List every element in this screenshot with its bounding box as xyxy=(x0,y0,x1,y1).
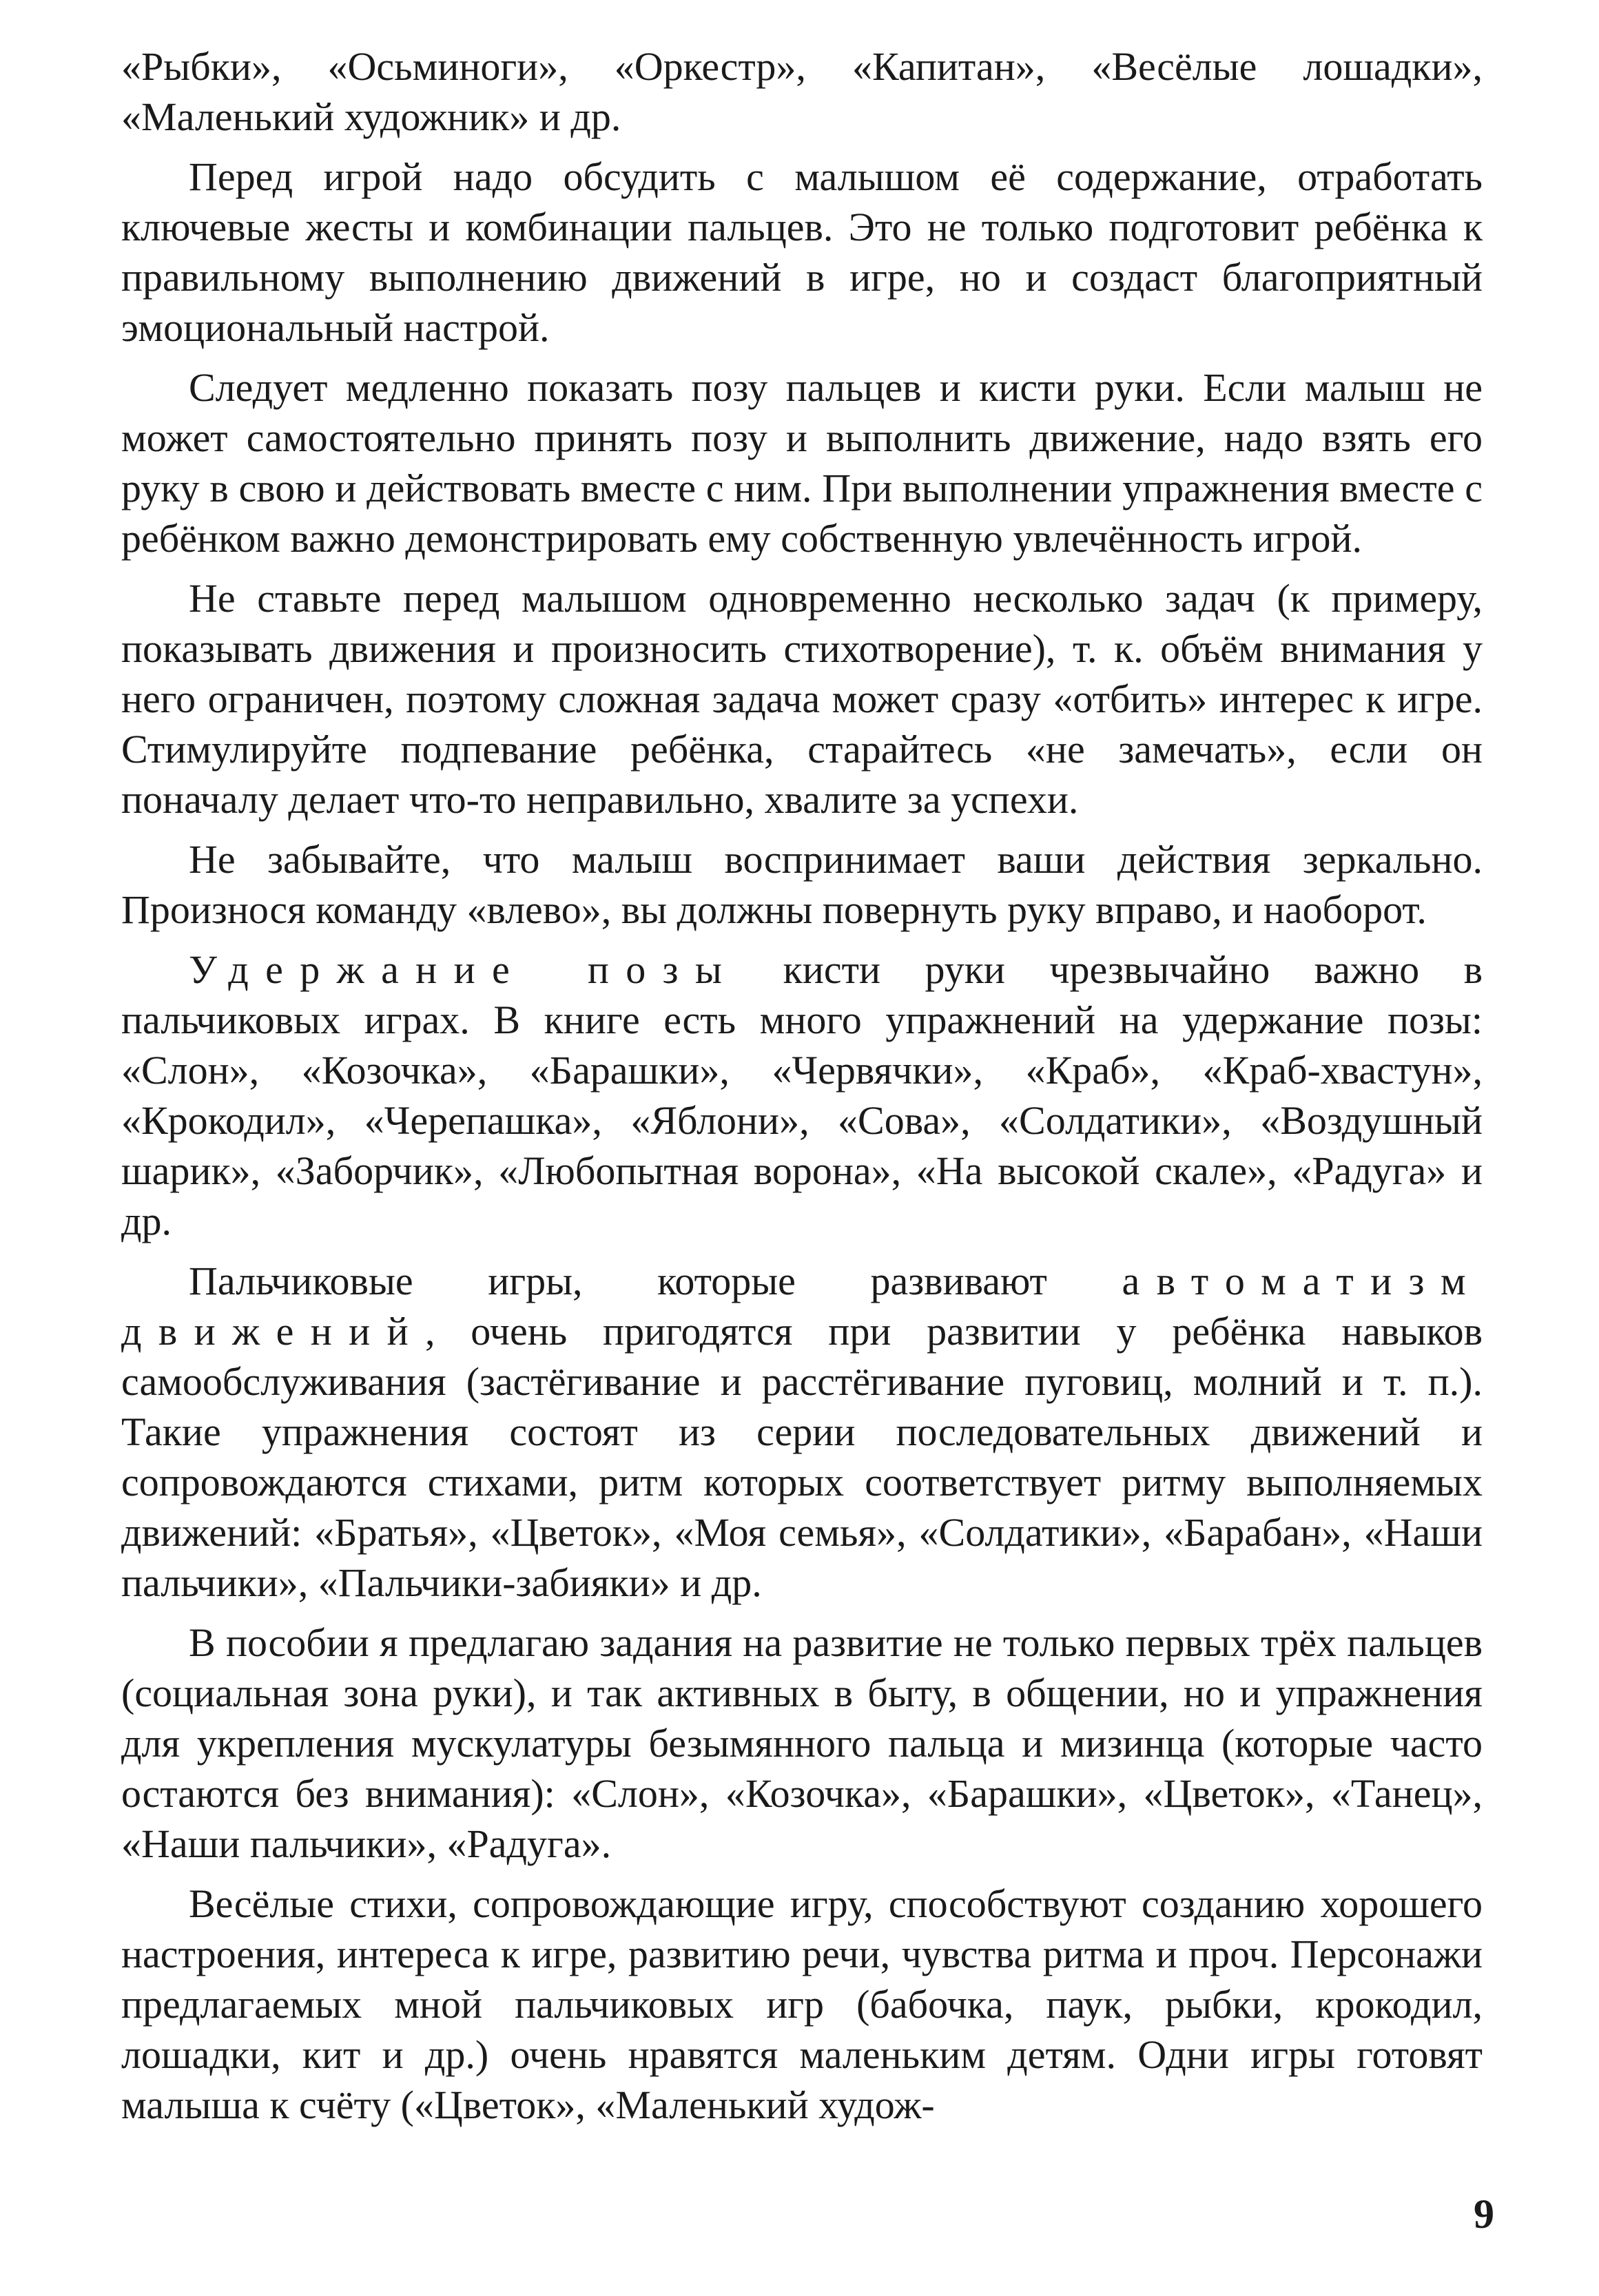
paragraph-poems: Весёлые стихи, сопровождающие игру, способствуют созданию хорошего настроения, интереса к игре, развитию речи, чувства ритма и проч. Персонажи предлагаемых мной пальчиковых игр (бабочка, паук, рыбки, крокодил, лошадки, кит и др.) очень нравятся маленьким детям. Одни игры готовят малыша к счёту («Цветок», «Маленький худож- xyxy=(121,1881,1483,2127)
page-number: 9 xyxy=(1474,2191,1494,2237)
paragraph-continuation: «Рыбки», «Осьминоги», «Оркестр», «Капитан», «Весёлые лошадки», «Маленький художник» и др. xyxy=(121,44,1483,139)
paragraph-automatism-lead: Пальчиковые игры, которые развивают xyxy=(189,1259,1122,1303)
paragraph-one-task: Не ставьте перед малышом одновременно несколько задач (к примеру, показывать движения и произносить стихотворение), т. к. объём внимания у него ограничен, поэтому сложная задача может сразу «отбить» интерес к игре. Стимулируйте подпевание ребёнка, старайтесь «не замечать», если он поначалу делает что-то неправильно, хвалите за успехи. xyxy=(121,576,1483,822)
spaced-term-hold-pose: Удержание позы xyxy=(189,947,739,992)
page-body xyxy=(121,41,1483,2140)
paragraph-show-pose: Следует медленно показать позу пальцев и кисти руки. Если малыш не может самостоятельно принять позу и выполнить движение, надо взять его руку в свою и действовать вместе с ним. При выполнении упражнения вместе с ребёнком важно демонстрировать ему собственную увлечённость игрой. xyxy=(121,365,1483,561)
paragraph-fingers: В пособии я предлагаю задания на развитие не только первых трёх пальцев (социальная зона руки), и так активных в быту, в общении, но и упражнения для укрепления мускулатуры безымянного пальца и мизинца (которые часто остаются без внимания): «Слон», «Козочка», «Барашки», «Цветок», «Танец», «Наши пальчики», «Радуга». xyxy=(121,1620,1483,1866)
paragraph-automatism-text: , очень пригодятся при развитии у ребёнка навыков самообслуживания (застёгивание и расстёгивание пуговиц, молний и т. п.). Такие упражнения состоят из серии последовательных движений и сопровождаются стихами, ритм которых соответствует ритму выполняемых движений: «Братья», «Цветок», «Моя семья», «Солдатики», «Барабан», «Наши пальчики», «Пальчики-забияки» и др. xyxy=(121,1309,1483,1605)
spaced-term-automatism: автоматизм движений xyxy=(121,1259,1483,1354)
paragraph-discuss-game: Перед игрой надо обсудить с малышом её содержание, отработать ключевые жесты и комбинации пальцев. Это не только подготовит ребёнка к правильному выполнению движений в игре, но и создаст благоприятный эмоциональный настрой. xyxy=(121,154,1483,350)
paragraph-mirror: Не забывайте, что малыш воспринимает ваши действия зеркально. Произнося команду «влево», вы должны повернуть руку вправо, и наоборот. xyxy=(121,837,1483,932)
paragraph-hold-pose-text: кисти руки чрезвычайно важно в пальчиковых играх. В книге есть много упражнений на удержание позы: «Слон», «Козочка», «Барашки», «Червячки», «Краб», «Краб-хвастун», «Крокодил», «Черепашка», «Яблони», «Сова», «Солдатики», «Воздушный шарик», «Заборчик», «Любопытная ворона», «На высокой скале», «Радуга» и др. xyxy=(121,947,1483,1243)
paragraph-hold-pose xyxy=(121,944,1483,1246)
paragraph-automatism xyxy=(121,1256,1483,1608)
